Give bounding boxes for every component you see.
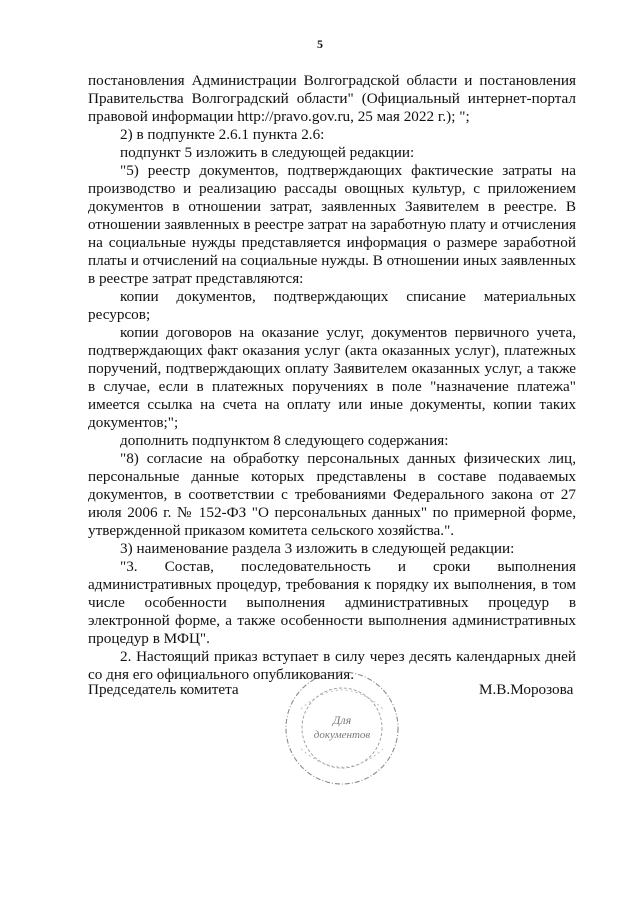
paragraph: 2. Настоящий приказ вступает в силу через десять календарных дней со дня его официального опубликования. bbox=[88, 648, 576, 683]
paragraph: дополнить подпунктом 8 следующего содержания: bbox=[120, 432, 449, 449]
signer-name: М.В.Морозова bbox=[479, 681, 574, 698]
paragraph: "3. Состав, последовательность и сроки выполнения административных процедур, требования к порядку их выполнения, в том числе особенности выполнения административных процедур в электронной форме, а также особенности выполнения административных процедур в МФЦ". bbox=[88, 558, 576, 647]
page-number: 5 bbox=[317, 37, 323, 51]
stamp-text-line1: Для bbox=[332, 713, 352, 727]
signature-title: Председатель комитета bbox=[88, 681, 239, 698]
paragraph: подпункт 5 изложить в следующей редакции: bbox=[120, 144, 415, 161]
paragraph: копии документов, подтверждающих списание материальных ресурсов; bbox=[88, 288, 576, 323]
stamp-seal bbox=[283, 669, 401, 787]
paragraph: "8) согласие на обработку персональных данных физических лиц, персональные данные которых представлены в составе подаваемых документов, в соответствии с требованиями Федерального закона от 27 июля 2006 г. № 152-ФЗ "О персональных данных" по примерной форме, утвержденной приказом комитета сельского хозяйства.". bbox=[88, 450, 576, 539]
paragraph: постановления Администрации Волгоградской области и постановления Правительства Волгоградский области" (Официальный интернет-портал правовой информации http://pravo.gov.ru, 25 мая 2022 г.); "; bbox=[88, 72, 576, 125]
paragraph: 2) в подпункте 2.6.1 пункта 2.6: bbox=[120, 126, 325, 143]
document-body bbox=[88, 72, 576, 684]
paragraph: "5) реестр документов, подтверждающих фактические затраты на производство и реализацию рассады овощных культур, с приложением документов в отношении затрат, заявленных Заявителем в реестре. В отношении заявленных в реестре затрат на заработную плату и отчисления на социальные нужды представляется информация о размере заработной платы и отчислений на социальные нужды. В отношении иных заявленных в реестре затрат представляются: bbox=[88, 162, 576, 287]
paragraph: копии договоров на оказание услуг, документов первичного учета, подтверждающих факт оказания услуг (акта оказанных услуг), платежных поручений, подтверждающих оплату Заявителем оказанных услуг, а также в случае, если в платежных поручениях в поле "назначение платежа" имеется ссылка на счета на оплату или иные документы, копии таких документов;"; bbox=[88, 324, 576, 431]
paragraph: 3) наименование раздела 3 изложить в следующей редакции: bbox=[120, 540, 515, 557]
stamp-text-line2: документов bbox=[313, 729, 371, 741]
